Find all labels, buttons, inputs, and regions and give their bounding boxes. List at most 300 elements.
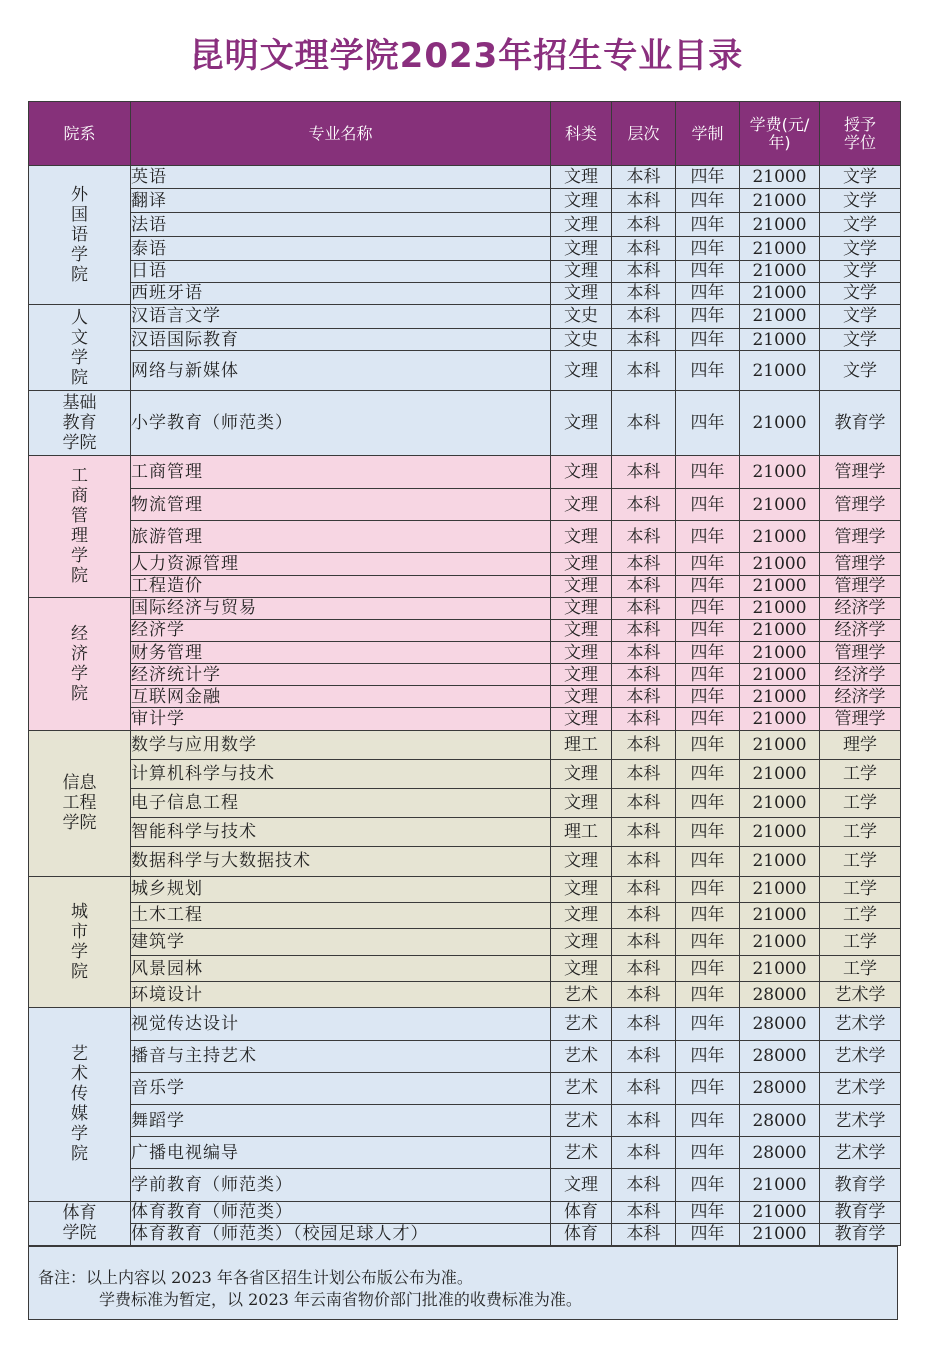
- duration-cell: 四年: [676, 955, 740, 981]
- duration-cell: 四年: [676, 553, 740, 575]
- duration-cell: 四年: [676, 489, 740, 521]
- enrollment-table: [28, 101, 901, 1246]
- table-row: [29, 982, 901, 1008]
- major-name-cell: 视觉传达设计: [131, 1008, 551, 1040]
- fee-cell: 21000: [740, 686, 820, 708]
- header-fee-text: 学费(元/年): [749, 114, 810, 152]
- category-cell: 文理: [551, 575, 612, 597]
- category-cell: 文理: [551, 260, 612, 282]
- department-name: 信息工程学院: [62, 773, 97, 834]
- level-cell: 本科: [612, 1008, 676, 1040]
- duration-cell: 四年: [676, 166, 740, 189]
- category-cell: 艺术: [551, 1104, 612, 1136]
- fee-cell: 21000: [740, 759, 820, 788]
- level-cell: 本科: [612, 213, 676, 237]
- duration-cell: 四年: [676, 876, 740, 902]
- department-name: 人文学院: [71, 307, 88, 388]
- level-cell: 本科: [612, 759, 676, 788]
- fee-cell: 21000: [740, 928, 820, 955]
- major-name-cell: 小学教育（师范类）: [131, 391, 551, 455]
- duration-cell: 四年: [676, 730, 740, 759]
- level-cell: 本科: [612, 189, 676, 213]
- table-row: [29, 642, 901, 664]
- category-cell: 艺术: [551, 1137, 612, 1169]
- department-cell: [29, 304, 131, 391]
- table-row: [29, 1040, 901, 1072]
- degree-cell: 工学: [820, 759, 901, 788]
- level-cell: 本科: [612, 708, 676, 730]
- fee-cell: 21000: [740, 553, 820, 575]
- degree-cell: 文学: [820, 189, 901, 213]
- table-row: [29, 1223, 901, 1245]
- category-cell: 文理: [551, 619, 612, 641]
- major-name-cell: 环境设计: [131, 982, 551, 1008]
- degree-cell: 工学: [820, 788, 901, 817]
- duration-cell: 四年: [676, 1137, 740, 1169]
- major-name-cell: 互联网金融: [131, 686, 551, 708]
- fee-cell: 21000: [740, 189, 820, 213]
- fee-cell: 21000: [740, 597, 820, 619]
- category-cell: 文理: [551, 237, 612, 260]
- fee-cell: 21000: [740, 282, 820, 304]
- category-cell: 文理: [551, 788, 612, 817]
- table-row: [29, 166, 901, 189]
- department-cell: [29, 166, 131, 305]
- category-cell: 理工: [551, 730, 612, 759]
- duration-cell: 四年: [676, 351, 740, 391]
- duration-cell: 四年: [676, 521, 740, 553]
- table-row: [29, 575, 901, 597]
- major-name-cell: 日语: [131, 260, 551, 282]
- degree-cell: 教育学: [820, 1223, 901, 1245]
- category-cell: 文理: [551, 928, 612, 955]
- category-cell: 文理: [551, 521, 612, 553]
- duration-cell: 四年: [676, 1008, 740, 1040]
- duration-cell: 四年: [676, 642, 740, 664]
- category-cell: 体育: [551, 1201, 612, 1223]
- level-cell: 本科: [612, 818, 676, 847]
- category-cell: 文理: [551, 876, 612, 902]
- duration-cell: 四年: [676, 213, 740, 237]
- header-fee: [740, 102, 820, 166]
- category-cell: 文理: [551, 708, 612, 730]
- department-name: 体育学院: [62, 1203, 97, 1244]
- fee-cell: 21000: [740, 788, 820, 817]
- degree-cell: 管理学: [820, 521, 901, 553]
- category-cell: 文理: [551, 391, 612, 455]
- level-cell: 本科: [612, 260, 676, 282]
- duration-cell: 四年: [676, 759, 740, 788]
- level-cell: 本科: [612, 955, 676, 981]
- duration-cell: 四年: [676, 189, 740, 213]
- degree-cell: 艺术学: [820, 1040, 901, 1072]
- department-cell: [29, 730, 131, 876]
- major-name-cell: 计算机科学与技术: [131, 759, 551, 788]
- major-name-cell: 物流管理: [131, 489, 551, 521]
- fee-cell: 28000: [740, 1040, 820, 1072]
- department-name: 基础教育学院: [62, 393, 97, 454]
- duration-cell: 四年: [676, 619, 740, 641]
- duration-cell: 四年: [676, 1072, 740, 1104]
- degree-cell: 教育学: [820, 1169, 901, 1201]
- fee-cell: 21000: [740, 489, 820, 521]
- category-cell: 理工: [551, 818, 612, 847]
- table-row: [29, 664, 901, 686]
- major-name-cell: 财务管理: [131, 642, 551, 664]
- major-name-cell: 学前教育（师范类）: [131, 1169, 551, 1201]
- duration-cell: 四年: [676, 575, 740, 597]
- level-cell: 本科: [612, 1137, 676, 1169]
- major-name-cell: 数据科学与大数据技术: [131, 847, 551, 876]
- degree-cell: 文学: [820, 260, 901, 282]
- level-cell: 本科: [612, 351, 676, 391]
- degree-cell: 文学: [820, 351, 901, 391]
- level-cell: 本科: [612, 166, 676, 189]
- level-cell: 本科: [612, 1201, 676, 1223]
- table-row: [29, 329, 901, 351]
- fee-cell: 21000: [740, 351, 820, 391]
- level-cell: 本科: [612, 982, 676, 1008]
- table-row: [29, 260, 901, 282]
- major-name-cell: 法语: [131, 213, 551, 237]
- table-row: [29, 489, 901, 521]
- department-cell: [29, 876, 131, 1008]
- degree-cell: 经济学: [820, 619, 901, 641]
- category-cell: 文理: [551, 642, 612, 664]
- major-name-cell: 舞蹈学: [131, 1104, 551, 1136]
- table-row: [29, 686, 901, 708]
- level-cell: 本科: [612, 329, 676, 351]
- duration-cell: 四年: [676, 664, 740, 686]
- duration-cell: 四年: [676, 1169, 740, 1201]
- page-title: 昆明文理学院2023年招生专业目录: [189, 36, 744, 76]
- duration-cell: 四年: [676, 1223, 740, 1245]
- major-name-cell: 英语: [131, 166, 551, 189]
- fee-cell: 21000: [740, 455, 820, 488]
- category-cell: 文理: [551, 282, 612, 304]
- major-name-cell: 西班牙语: [131, 282, 551, 304]
- degree-cell: 工学: [820, 928, 901, 955]
- table-row: [29, 788, 901, 817]
- level-cell: 本科: [612, 237, 676, 260]
- duration-cell: 四年: [676, 1201, 740, 1223]
- degree-cell: 工学: [820, 955, 901, 981]
- category-cell: 文理: [551, 489, 612, 521]
- department-name: 工商管理学院: [71, 466, 88, 587]
- category-cell: 文理: [551, 351, 612, 391]
- degree-cell: 管理学: [820, 575, 901, 597]
- table-row: [29, 1104, 901, 1136]
- fee-cell: 21000: [740, 730, 820, 759]
- table-row: [29, 237, 901, 260]
- level-cell: 本科: [612, 455, 676, 488]
- header-dept: 院系: [29, 102, 131, 166]
- duration-cell: 四年: [676, 788, 740, 817]
- degree-cell: 管理学: [820, 489, 901, 521]
- table-row: [29, 1137, 901, 1169]
- duration-cell: 四年: [676, 329, 740, 351]
- category-cell: 文理: [551, 847, 612, 876]
- fee-cell: 21000: [740, 260, 820, 282]
- major-name-cell: 人力资源管理: [131, 553, 551, 575]
- department-cell: [29, 391, 131, 455]
- level-cell: 本科: [612, 928, 676, 955]
- degree-cell: 管理学: [820, 708, 901, 730]
- degree-cell: 管理学: [820, 642, 901, 664]
- duration-cell: 四年: [676, 686, 740, 708]
- duration-cell: 四年: [676, 260, 740, 282]
- category-cell: 文理: [551, 189, 612, 213]
- major-name-cell: 建筑学: [131, 928, 551, 955]
- degree-cell: 工学: [820, 876, 901, 902]
- degree-cell: 经济学: [820, 686, 901, 708]
- level-cell: 本科: [612, 1104, 676, 1136]
- table-row: [29, 553, 901, 575]
- header-major: 专业名称: [131, 102, 551, 166]
- level-cell: 本科: [612, 730, 676, 759]
- level-cell: 本科: [612, 1072, 676, 1104]
- level-cell: 本科: [612, 489, 676, 521]
- table-row: [29, 818, 901, 847]
- major-name-cell: 广播电视编导: [131, 1137, 551, 1169]
- category-cell: 文理: [551, 553, 612, 575]
- fee-cell: 21000: [740, 619, 820, 641]
- degree-cell: 文学: [820, 166, 901, 189]
- department-cell: [29, 597, 131, 730]
- duration-cell: 四年: [676, 597, 740, 619]
- degree-cell: 文学: [820, 304, 901, 328]
- duration-cell: 四年: [676, 237, 740, 260]
- duration-cell: 四年: [676, 902, 740, 928]
- fee-cell: 28000: [740, 982, 820, 1008]
- department-cell: [29, 455, 131, 597]
- category-cell: 艺术: [551, 1040, 612, 1072]
- major-name-cell: 泰语: [131, 237, 551, 260]
- fee-cell: 21000: [740, 708, 820, 730]
- table-row: [29, 189, 901, 213]
- category-cell: 文理: [551, 213, 612, 237]
- fee-cell: 21000: [740, 1169, 820, 1201]
- level-cell: 本科: [612, 642, 676, 664]
- department-name: 经济学院: [71, 623, 88, 704]
- fee-cell: 21000: [740, 237, 820, 260]
- level-cell: 本科: [612, 876, 676, 902]
- major-name-cell: 播音与主持艺术: [131, 1040, 551, 1072]
- duration-cell: 四年: [676, 1040, 740, 1072]
- major-name-cell: 土木工程: [131, 902, 551, 928]
- level-cell: 本科: [612, 391, 676, 455]
- department-cell: [29, 1201, 131, 1245]
- header-degree: [820, 102, 901, 166]
- fee-cell: 21000: [740, 1201, 820, 1223]
- category-cell: 艺术: [551, 982, 612, 1008]
- category-cell: 体育: [551, 1223, 612, 1245]
- category-cell: 文理: [551, 759, 612, 788]
- fee-cell: 21000: [740, 213, 820, 237]
- fee-cell: 21000: [740, 664, 820, 686]
- level-cell: 本科: [612, 521, 676, 553]
- fee-cell: 21000: [740, 876, 820, 902]
- degree-cell: 教育学: [820, 391, 901, 455]
- major-name-cell: 审计学: [131, 708, 551, 730]
- table-row: [29, 521, 901, 553]
- major-name-cell: 经济统计学: [131, 664, 551, 686]
- fee-cell: 21000: [740, 955, 820, 981]
- table-row: [29, 708, 901, 730]
- table-row: [29, 597, 901, 619]
- degree-cell: 艺术学: [820, 1072, 901, 1104]
- duration-cell: 四年: [676, 282, 740, 304]
- category-cell: 文理: [551, 455, 612, 488]
- category-cell: 文理: [551, 166, 612, 189]
- duration-cell: 四年: [676, 818, 740, 847]
- category-cell: 艺术: [551, 1072, 612, 1104]
- major-name-cell: 国际经济与贸易: [131, 597, 551, 619]
- category-cell: 文史: [551, 329, 612, 351]
- level-cell: 本科: [612, 1169, 676, 1201]
- footnote-box: [28, 1246, 898, 1320]
- category-cell: 文理: [551, 597, 612, 619]
- fee-cell: 21000: [740, 1223, 820, 1245]
- level-cell: 本科: [612, 847, 676, 876]
- table-row: [29, 213, 901, 237]
- duration-cell: 四年: [676, 982, 740, 1008]
- degree-cell: 文学: [820, 282, 901, 304]
- fee-cell: 21000: [740, 818, 820, 847]
- category-cell: 文理: [551, 902, 612, 928]
- fee-cell: 28000: [740, 1008, 820, 1040]
- level-cell: 本科: [612, 902, 676, 928]
- category-cell: 文史: [551, 304, 612, 328]
- degree-cell: 教育学: [820, 1201, 901, 1223]
- table-row: [29, 847, 901, 876]
- degree-cell: 工学: [820, 818, 901, 847]
- level-cell: 本科: [612, 1040, 676, 1072]
- duration-cell: 四年: [676, 928, 740, 955]
- major-name-cell: 电子信息工程: [131, 788, 551, 817]
- degree-cell: 艺术学: [820, 1008, 901, 1040]
- major-name-cell: 数学与应用数学: [131, 730, 551, 759]
- table-row: [29, 1169, 901, 1201]
- degree-cell: 经济学: [820, 597, 901, 619]
- department-name: 艺术传媒学院: [71, 1044, 88, 1165]
- table-row: [29, 730, 901, 759]
- level-cell: 本科: [612, 304, 676, 328]
- major-name-cell: 经济学: [131, 619, 551, 641]
- duration-cell: 四年: [676, 304, 740, 328]
- table-row: [29, 1072, 901, 1104]
- department-name: 城市学院: [71, 901, 88, 982]
- table-row: [29, 351, 901, 391]
- table-row: [29, 304, 901, 328]
- header-duration: 学制: [676, 102, 740, 166]
- fee-cell: 28000: [740, 1072, 820, 1104]
- table-row: [29, 902, 901, 928]
- table-body: [29, 166, 901, 1246]
- major-name-cell: 汉语言文学: [131, 304, 551, 328]
- fee-cell: 21000: [740, 329, 820, 351]
- category-cell: 文理: [551, 686, 612, 708]
- level-cell: 本科: [612, 282, 676, 304]
- degree-cell: 文学: [820, 237, 901, 260]
- duration-cell: 四年: [676, 391, 740, 455]
- table-row: [29, 619, 901, 641]
- degree-cell: 艺术学: [820, 982, 901, 1008]
- fee-cell: 21000: [740, 391, 820, 455]
- department-name: 外国语学院: [71, 184, 88, 285]
- degree-cell: 艺术学: [820, 1104, 901, 1136]
- footnote-line-1: 备注：以上内容以 2023 年各省区招生计划公布版公布为准。: [38, 1268, 473, 1287]
- degree-cell: 理学: [820, 730, 901, 759]
- department-cell: [29, 1008, 131, 1201]
- fee-cell: 21000: [740, 304, 820, 328]
- header-row: [29, 102, 901, 166]
- degree-cell: 管理学: [820, 455, 901, 488]
- major-name-cell: 城乡规划: [131, 876, 551, 902]
- table-row: [29, 1201, 901, 1223]
- fee-cell: 21000: [740, 521, 820, 553]
- level-cell: 本科: [612, 788, 676, 817]
- table-row: [29, 282, 901, 304]
- degree-cell: 艺术学: [820, 1137, 901, 1169]
- category-cell: 文理: [551, 664, 612, 686]
- major-name-cell: 旅游管理: [131, 521, 551, 553]
- table-row: [29, 1008, 901, 1040]
- table-row: [29, 759, 901, 788]
- category-cell: 文理: [551, 1169, 612, 1201]
- fee-cell: 21000: [740, 847, 820, 876]
- fee-cell: 21000: [740, 166, 820, 189]
- major-name-cell: 智能科学与技术: [131, 818, 551, 847]
- level-cell: 本科: [612, 664, 676, 686]
- major-name-cell: 工商管理: [131, 455, 551, 488]
- major-name-cell: 工程造价: [131, 575, 551, 597]
- level-cell: 本科: [612, 553, 676, 575]
- duration-cell: 四年: [676, 1104, 740, 1136]
- major-name-cell: 体育教育（师范类）（校园足球人才）: [131, 1223, 551, 1245]
- table-row: [29, 955, 901, 981]
- degree-cell: 工学: [820, 847, 901, 876]
- header-degree-text: 授予学位: [843, 114, 876, 152]
- fee-cell: 21000: [740, 575, 820, 597]
- fee-cell: 28000: [740, 1104, 820, 1136]
- major-name-cell: 体育教育（师范类）: [131, 1201, 551, 1223]
- level-cell: 本科: [612, 619, 676, 641]
- duration-cell: 四年: [676, 708, 740, 730]
- degree-cell: 经济学: [820, 664, 901, 686]
- category-cell: 艺术: [551, 1008, 612, 1040]
- degree-cell: 文学: [820, 329, 901, 351]
- duration-cell: 四年: [676, 455, 740, 488]
- fee-cell: 21000: [740, 642, 820, 664]
- table-row: [29, 876, 901, 902]
- level-cell: 本科: [612, 575, 676, 597]
- major-name-cell: 风景园林: [131, 955, 551, 981]
- table-row: [29, 928, 901, 955]
- fee-cell: 21000: [740, 902, 820, 928]
- footnote-line-2: 学费标准为暂定，以 2023 年云南省物价部门批准的收费标准为准。: [99, 1290, 582, 1309]
- major-name-cell: 汉语国际教育: [131, 329, 551, 351]
- level-cell: 本科: [612, 686, 676, 708]
- table-row: [29, 455, 901, 488]
- header-category: 科类: [551, 102, 612, 166]
- duration-cell: 四年: [676, 847, 740, 876]
- category-cell: 文理: [551, 955, 612, 981]
- level-cell: 本科: [612, 597, 676, 619]
- level-cell: 本科: [612, 1223, 676, 1245]
- table-row: [29, 391, 901, 455]
- major-name-cell: 翻译: [131, 189, 551, 213]
